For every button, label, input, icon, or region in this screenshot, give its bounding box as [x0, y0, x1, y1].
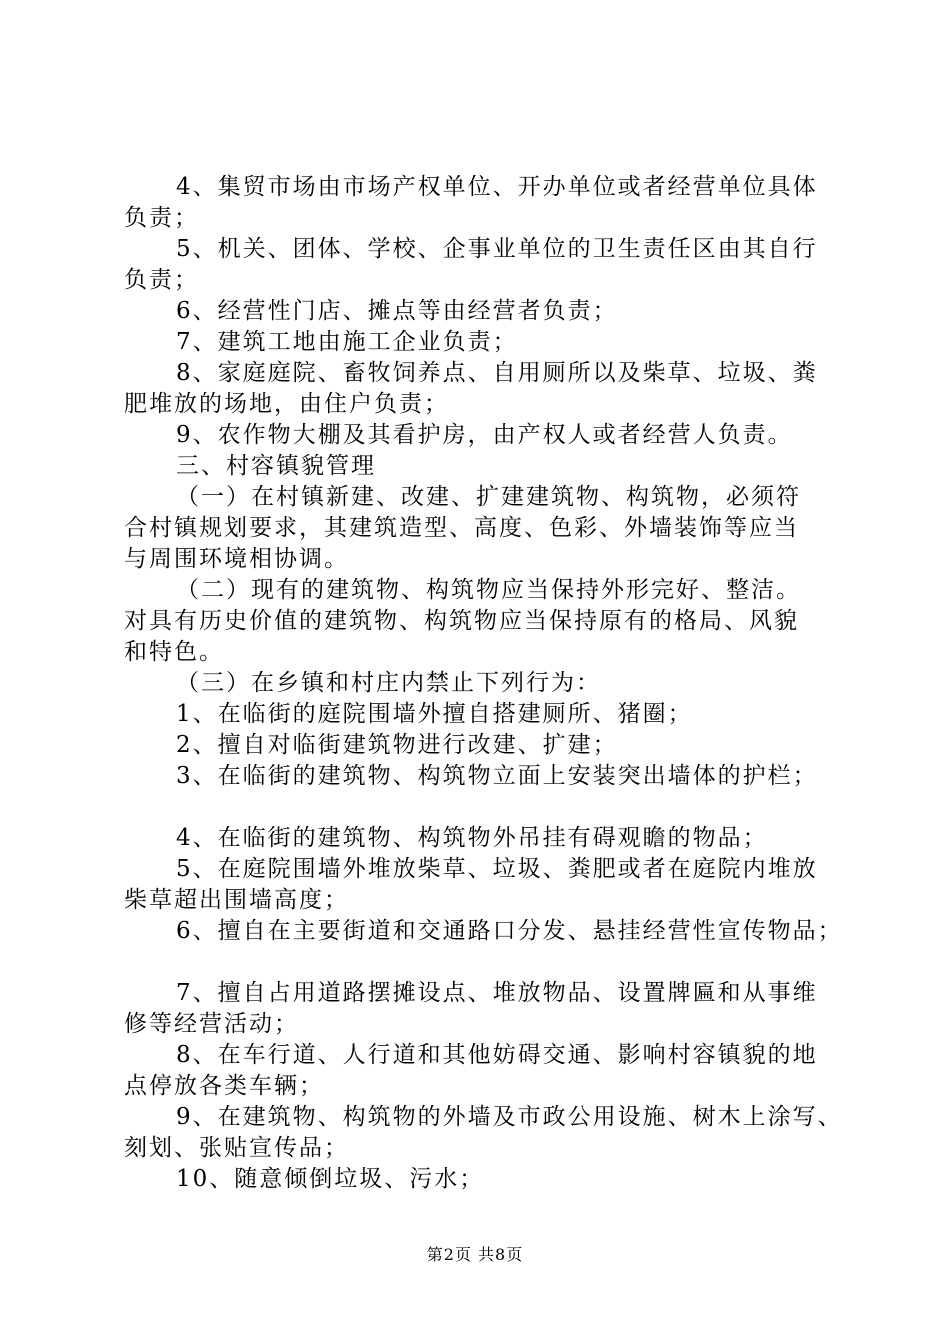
- text-line: （二）现有的建筑物、构筑物应当保持外形完好、整洁。: [176, 577, 801, 603]
- text-line: 合村镇规划要求，其建筑造型、高度、色彩、外墙装饰等应当: [124, 515, 799, 541]
- text-line: 4、集贸市场由市场产权单位、开办单位或者经营单位具体: [176, 174, 818, 200]
- text-line: 和特色。: [124, 639, 224, 665]
- text-line: 7、建筑工地由施工企业负责；: [176, 329, 518, 355]
- text-line: 4、在临街的建筑物、构筑物外吊挂有碍观瞻的物品；: [176, 825, 768, 851]
- text-line: 负责；: [124, 205, 199, 231]
- text-line: 柴草超出围墙高度；: [124, 887, 349, 913]
- text-line: 修等经营活动；: [124, 1011, 299, 1037]
- page-number-footer: 第2页 共8页: [426, 1245, 524, 1264]
- text-line: 9、农作物大棚及其看护房，由产权人或者经营人负责。: [176, 422, 793, 448]
- text-line: （一）在村镇新建、改建、扩建建筑物、构筑物，必须符: [176, 484, 801, 510]
- text-line: 6、经营性门店、摊点等由经营者负责；: [176, 298, 618, 324]
- text-line: 刻划、张贴宣传品；: [124, 1135, 349, 1161]
- text-line: 6、擅自在主要街道和交通路口分发、悬挂经营性宣传物品；: [176, 918, 843, 944]
- text-line: 三、村容镇貌管理: [176, 453, 376, 479]
- text-line: 8、家庭庭院、畜牧饲养点、自用厕所以及柴草、垃圾、粪: [176, 360, 818, 386]
- text-line: 2、擅自对临街建筑物进行改建、扩建；: [176, 732, 618, 758]
- text-line: 9、在建筑物、构筑物的外墙及市政公用设施、树木上涂写、: [176, 1104, 843, 1130]
- text-line: 3、在临街的建筑物、构筑物立面上安装突出墙体的护栏；: [176, 763, 818, 789]
- blank-line: [124, 947, 844, 978]
- blank-line: [124, 792, 844, 823]
- text-line: 肥堆放的场地，由住户负责；: [124, 391, 449, 417]
- document-body: [124, 172, 844, 1195]
- text-line: 7、擅自占用道路摆摊设点、堆放物品、设置牌匾和从事维: [176, 980, 818, 1006]
- text-line: 与周围环境相协调。: [124, 546, 349, 572]
- text-line: 1、在临街的庭院围墙外擅自搭建厕所、猪圈；: [176, 701, 693, 727]
- text-line: 点停放各类车辆；: [124, 1073, 324, 1099]
- text-line: 对具有历史价值的建筑物、构筑物应当保持原有的格局、风貌: [124, 608, 799, 634]
- text-line: 8、在车行道、人行道和其他妨碍交通、影响村容镇貌的地: [176, 1042, 818, 1068]
- text-line: 5、在庭院围墙外堆放柴草、垃圾、粪肥或者在庭院内堆放: [176, 856, 818, 882]
- text-line: 10、随意倾倒垃圾、污水；: [176, 1166, 485, 1192]
- text-line: 5、机关、团体、学校、企事业单位的卫生责任区由其自行: [176, 236, 818, 262]
- text-line: 负责；: [124, 267, 199, 293]
- text-line: （三）在乡镇和村庄内禁止下列行为：: [176, 670, 601, 696]
